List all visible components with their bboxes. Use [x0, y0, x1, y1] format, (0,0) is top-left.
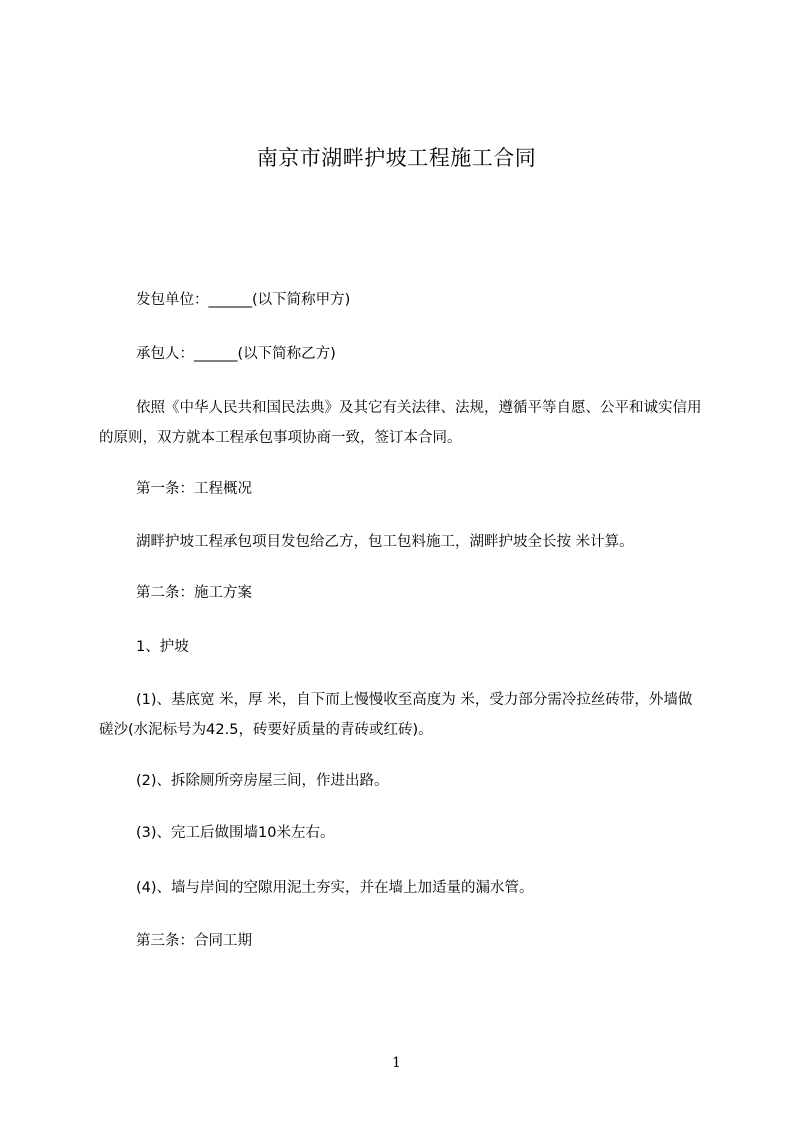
preamble-paragraph: 依照《中华人民共和国民法典》及其它有关法律、法规，遵循平等自愿、公平和诚实信用的原则，双方就本工程承包事项协商一致，签订本合同。 [99, 400, 702, 446]
item-3-paragraph: (3)、完工后做围墙10米左右。 [136, 825, 335, 841]
section-1-heading: 1、护坡 [136, 639, 189, 655]
article-1-body: 湖畔护坡工程承包项目发包给乙方，包工包料施工，湖畔护坡全长按 米计算。 [136, 534, 634, 550]
item-1-paragraph: (1)、基底宽 米，厚 米，自下而上慢慢收至高度为 米，受力部分需冷拉丝砖带，外墙做磋沙(水泥标号为42.5，砖要好质量的青砖或红砖)。 [99, 692, 693, 738]
article-2-heading: 第二条：施工方案 [136, 585, 252, 601]
item-2-paragraph: (2)、拆除厕所旁房屋三间，作进出路。 [136, 773, 389, 789]
item-4-paragraph: (4)、墙与岸间的空隙用泥土夯实，并在墙上加适量的漏水管。 [136, 880, 534, 896]
party-a-line: 发包单位：______(以下简称甲方) [136, 292, 351, 308]
party-b-line: 承包人：______(以下简称乙方) [136, 346, 336, 362]
article-3-heading: 第三条：合同工期 [136, 933, 252, 949]
page-number: 1 [392, 1055, 401, 1071]
document-title: 南京市湖畔护坡工程施工合同 [256, 146, 537, 170]
article-1-heading: 第一条：工程概况 [136, 481, 252, 497]
